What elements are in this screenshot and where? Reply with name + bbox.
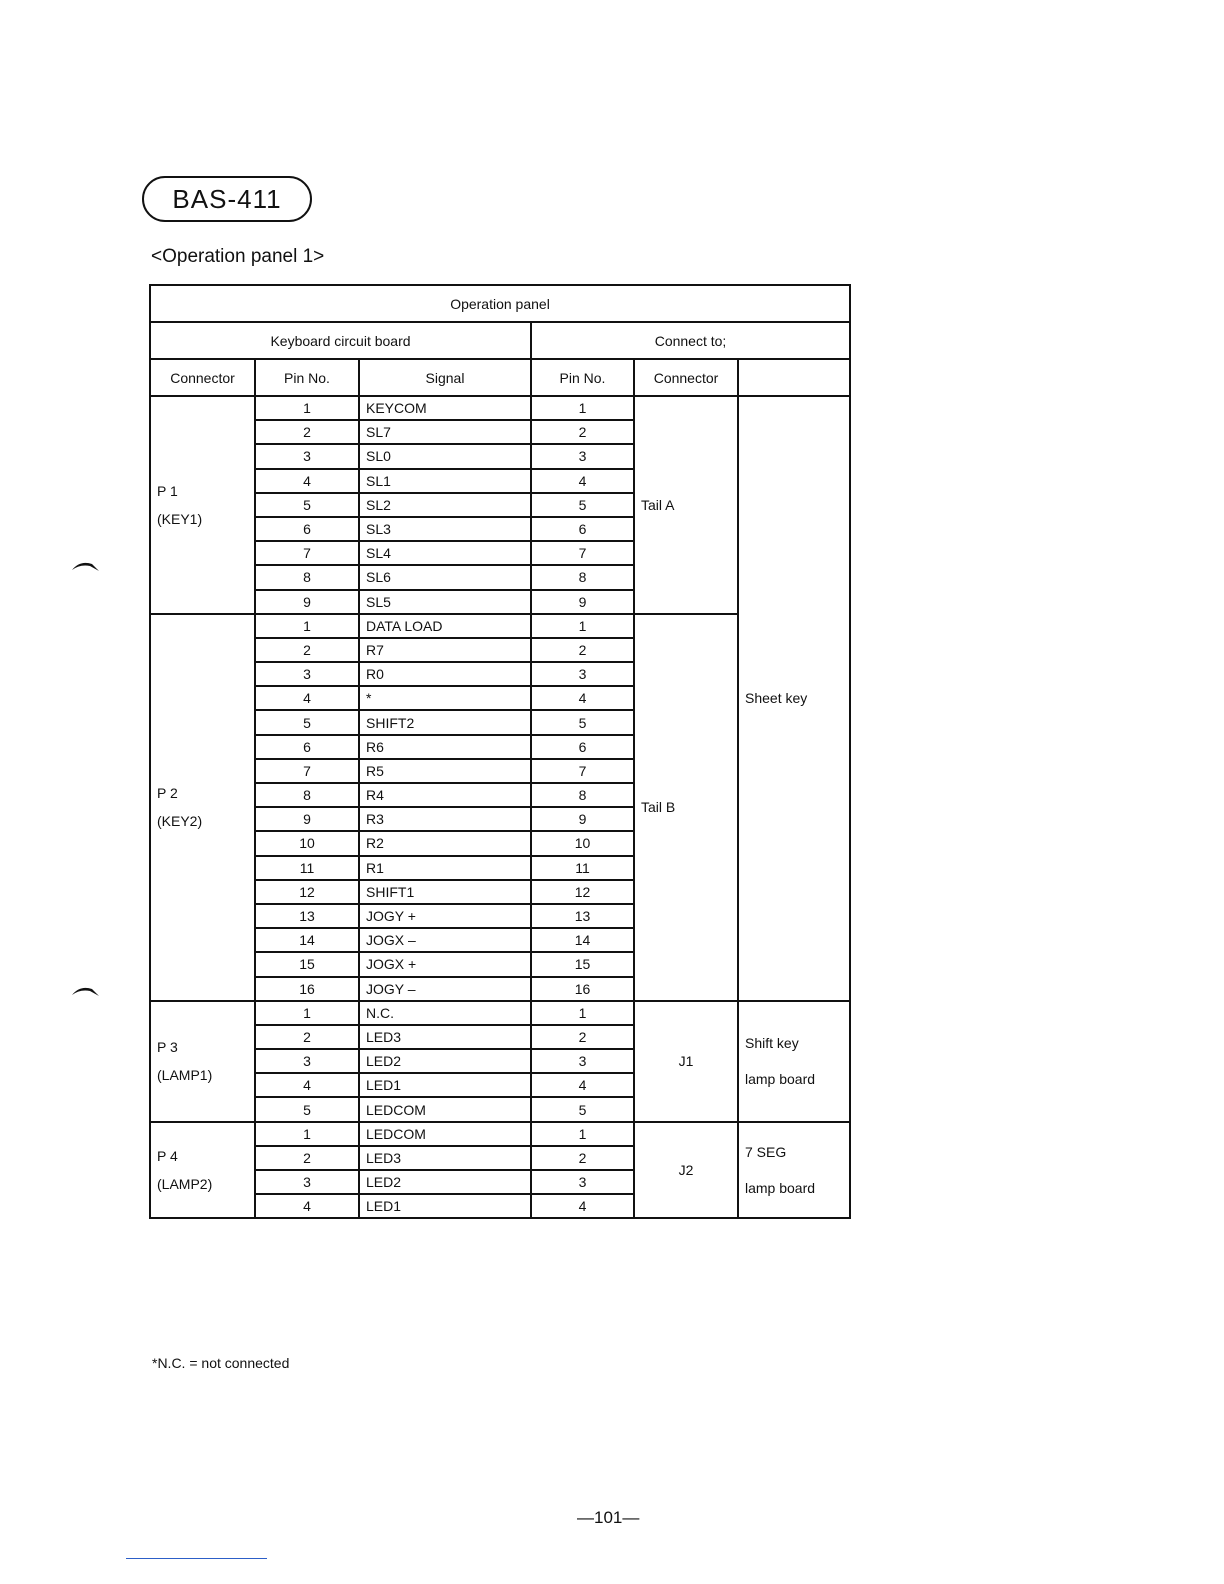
signal-cell: JOGY – <box>359 977 531 1001</box>
destination-cell <box>738 396 850 1001</box>
pin-cell: 7 <box>255 541 359 565</box>
pin-cell: 1 <box>255 1001 359 1025</box>
dest-pin-cell: 6 <box>531 735 634 759</box>
pin-cell: 10 <box>255 831 359 855</box>
col-dest-connector: Connector <box>634 359 738 396</box>
signal-cell: R6 <box>359 735 531 759</box>
pin-assignment-table <box>149 284 851 1219</box>
pin-cell: 3 <box>255 662 359 686</box>
connector-cell <box>150 614 255 1001</box>
pin-cell: 16 <box>255 977 359 1001</box>
signal-cell: R3 <box>359 807 531 831</box>
signal-cell: SHIFT2 <box>359 710 531 734</box>
signal-cell: LED2 <box>359 1049 531 1073</box>
dest-pin-cell: 14 <box>531 928 634 952</box>
dest-pin-cell: 3 <box>531 662 634 686</box>
signal-cell: LED3 <box>359 1025 531 1049</box>
signal-cell: SL2 <box>359 493 531 517</box>
col-dest-pin-no: Pin No. <box>531 359 634 396</box>
signal-cell: LED2 <box>359 1170 531 1194</box>
destination-cell <box>738 1122 850 1219</box>
connector-sublabel: (KEY1) <box>157 510 203 527</box>
dest-connector-cell: J2 <box>634 1122 738 1219</box>
keyboard-board-header: Keyboard circuit board <box>150 322 531 359</box>
dest-pin-cell: 3 <box>531 444 634 468</box>
dest-pin-cell: 9 <box>531 807 634 831</box>
connector-label: P 2 <box>157 785 178 802</box>
signal-cell: SL0 <box>359 444 531 468</box>
dest-pin-cell: 5 <box>531 710 634 734</box>
pin-cell: 3 <box>255 1170 359 1194</box>
signal-cell: DATA LOAD <box>359 614 531 638</box>
destination-line-2: lamp board <box>745 1071 816 1088</box>
table-row <box>150 1001 850 1025</box>
connector-label: P 4 <box>157 1148 178 1164</box>
scan-mark-icon <box>70 560 100 572</box>
pin-cell: 11 <box>255 856 359 880</box>
destination-cell <box>738 1001 850 1122</box>
dest-pin-cell: 2 <box>531 638 634 662</box>
signal-cell: N.C. <box>359 1001 531 1025</box>
pin-cell: 2 <box>255 1146 359 1170</box>
dest-pin-cell: 2 <box>531 1025 634 1049</box>
destination-line-1: Sheet key <box>745 690 808 707</box>
col-pin-no: Pin No. <box>255 359 359 396</box>
connector-sublabel: (LAMP1) <box>157 1067 213 1084</box>
dest-pin-cell: 13 <box>531 904 634 928</box>
pin-cell: 12 <box>255 880 359 904</box>
pin-cell: 9 <box>255 590 359 614</box>
pin-cell: 5 <box>255 1097 359 1121</box>
dest-connector-cell: J1 <box>634 1001 738 1122</box>
pin-cell: 6 <box>255 517 359 541</box>
dest-pin-cell: 8 <box>531 783 634 807</box>
signal-cell: R2 <box>359 831 531 855</box>
bottom-rule <box>126 1558 267 1559</box>
dest-pin-cell: 4 <box>531 1073 634 1097</box>
dest-pin-cell: 4 <box>531 1194 634 1218</box>
destination-line-2: lamp board <box>745 1180 816 1196</box>
table-row <box>150 1122 850 1146</box>
signal-cell: KEYCOM <box>359 396 531 420</box>
pin-cell: 3 <box>255 444 359 468</box>
signal-cell: SHIFT1 <box>359 880 531 904</box>
connector-cell <box>150 1122 255 1219</box>
pin-cell: 8 <box>255 783 359 807</box>
dest-pin-cell: 6 <box>531 517 634 541</box>
signal-cell: R4 <box>359 783 531 807</box>
col-destination <box>738 359 850 396</box>
signal-cell: JOGX – <box>359 928 531 952</box>
connector-sublabel: (LAMP2) <box>157 1176 213 1192</box>
pin-cell: 14 <box>255 928 359 952</box>
signal-cell: SL1 <box>359 469 531 493</box>
pin-cell: 5 <box>255 710 359 734</box>
signal-cell: SL5 <box>359 590 531 614</box>
signal-cell: LED1 <box>359 1194 531 1218</box>
dest-pin-cell: 3 <box>531 1170 634 1194</box>
dest-pin-cell: 4 <box>531 686 634 710</box>
signal-cell: R1 <box>359 856 531 880</box>
pin-cell: 4 <box>255 1194 359 1218</box>
signal-cell: LEDCOM <box>359 1097 531 1121</box>
pin-cell: 2 <box>255 420 359 444</box>
signal-cell: R0 <box>359 662 531 686</box>
table-row <box>150 396 850 420</box>
table-title: Operation panel <box>150 285 850 322</box>
dest-pin-cell: 15 <box>531 952 634 976</box>
pin-cell: 13 <box>255 904 359 928</box>
pin-cell: 5 <box>255 493 359 517</box>
signal-cell: SL6 <box>359 565 531 589</box>
signal-cell: LED3 <box>359 1146 531 1170</box>
signal-cell: SL7 <box>359 420 531 444</box>
pin-cell: 8 <box>255 565 359 589</box>
dest-pin-cell: 8 <box>531 565 634 589</box>
section-title: <Operation panel 1> <box>151 246 325 267</box>
signal-cell: * <box>359 686 531 710</box>
connector-label: P 1 <box>157 482 178 499</box>
destination-line-1: Shift key <box>745 1035 799 1052</box>
pin-cell: 1 <box>255 396 359 420</box>
model-badge: BAS-411 <box>142 176 312 222</box>
footnote: *N.C. = not connected <box>152 1355 290 1371</box>
dest-pin-cell: 10 <box>531 831 634 855</box>
dest-pin-cell: 11 <box>531 856 634 880</box>
dest-pin-cell: 9 <box>531 590 634 614</box>
pin-cell: 15 <box>255 952 359 976</box>
signal-cell: JOGY + <box>359 904 531 928</box>
dest-pin-cell: 2 <box>531 420 634 444</box>
dest-pin-cell: 1 <box>531 1001 634 1025</box>
signal-cell: SL3 <box>359 517 531 541</box>
destination-line-1: 7 SEG <box>745 1144 787 1160</box>
signal-cell: LEDCOM <box>359 1122 531 1146</box>
connector-label: P 3 <box>157 1039 178 1056</box>
pin-cell: 1 <box>255 614 359 638</box>
dest-pin-cell: 3 <box>531 1049 634 1073</box>
pin-cell: 6 <box>255 735 359 759</box>
connector-sublabel: (KEY2) <box>157 813 203 830</box>
dest-pin-cell: 5 <box>531 493 634 517</box>
dest-pin-cell: 1 <box>531 1122 634 1146</box>
dest-connector-cell: Tail A <box>634 396 738 614</box>
signal-cell: R7 <box>359 638 531 662</box>
dest-pin-cell: 4 <box>531 469 634 493</box>
dest-pin-cell: 16 <box>531 977 634 1001</box>
signal-cell: LED1 <box>359 1073 531 1097</box>
connector-cell <box>150 396 255 614</box>
pin-cell: 4 <box>255 686 359 710</box>
page-number: —101— <box>577 1508 640 1527</box>
dest-pin-cell: 1 <box>531 396 634 420</box>
scan-mark-icon <box>70 985 100 997</box>
pin-cell: 9 <box>255 807 359 831</box>
connect-to-header: Connect to; <box>531 322 850 359</box>
signal-cell: SL4 <box>359 541 531 565</box>
pin-cell: 3 <box>255 1049 359 1073</box>
pin-cell: 2 <box>255 1025 359 1049</box>
col-connector: Connector <box>150 359 255 396</box>
pin-cell: 2 <box>255 638 359 662</box>
dest-pin-cell: 7 <box>531 759 634 783</box>
dest-pin-cell: 7 <box>531 541 634 565</box>
dest-pin-cell: 12 <box>531 880 634 904</box>
signal-cell: R5 <box>359 759 531 783</box>
pin-cell: 1 <box>255 1122 359 1146</box>
dest-pin-cell: 2 <box>531 1146 634 1170</box>
pin-cell: 7 <box>255 759 359 783</box>
connector-cell <box>150 1001 255 1122</box>
signal-cell: JOGX + <box>359 952 531 976</box>
pin-cell: 4 <box>255 469 359 493</box>
col-signal: Signal <box>359 359 531 396</box>
dest-connector-cell: Tail B <box>634 614 738 1001</box>
dest-pin-cell: 1 <box>531 614 634 638</box>
dest-pin-cell: 5 <box>531 1097 634 1121</box>
pin-cell: 4 <box>255 1073 359 1097</box>
